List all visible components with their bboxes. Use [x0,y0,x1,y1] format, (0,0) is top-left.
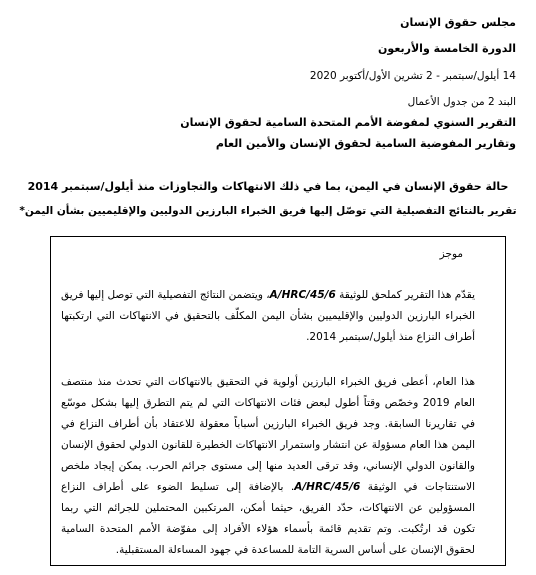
report-line-2: وتقارير المفوضية السامية لحقوق الإنسان والأمين العام [215,137,516,150]
summary-paragraph-1 [61,285,475,348]
session-title: الدورة الخامسة والأربعون [378,42,516,55]
p2-text-part2: . بالإضافة إلى تسليط الضوء على أطراف النزاع المسؤولين عن الانتهاكات، حدّد الفريق، حيثما أمكن، المرتكبين المحتملين للجرائم التي ربما تكون قد ارتُكبت. وتم تقديم قائمة بأسماء هؤلاء الأفراد إلى مفوّضة الأمم المتحدة السامية لحقوق الإنسان على أساس السرية التامة للمساعدة في جهود المساءلة المستقبلية. [61,481,475,556]
document-subtitle: تقرير بالنتائج التفصيلية التي توصّل إليها فريق الخبراء البارزين الدوليين والإقليميين بشأن اليمن* [19,205,517,217]
p2-doc-reference: A/HRC/45/6 [294,481,361,493]
p1-text-before: يقدّم هذا التقرير كملحق للوثيقة [335,289,475,301]
p2-text-part1: هذا العام، أعطى فريق الخبراء البارزين أولوية في التحقيق بالانتهاكات التي تحدث منذ منتصف العام 2019 وخصّص وقتاً أطول لبعض فئات الانتهاكات التي لم يتم التطرق إليها بشكل موسّع في تقاريرنا السابقة. وجد فريق الخبراء البارزين أسباباً معقولة للاعتقاد بأن أطراف النزاع في اليمن هذا العام مسؤولة عن انتشار واستمرار الانتهاكات الخطيرة للقانون الدولي لحقوق الإنسان والقانون الدولي الإنساني، وقد ترقى العديد منها إلى مستوى جرائم الحرب. يمكن إيجاد ملخص الاستنتاجات في الوثيقة [61,376,475,493]
summary-paragraph-2 [61,372,475,561]
session-dates: 14 أيلول/سبتمبر - 2 تشرين الأول/أكتوبر 2020 [309,70,516,82]
report-line-1: التقرير السنوي لمفوضة الأمم المتحدة السامية لحقوق الإنسان [180,116,516,129]
body-name: مجلس حقوق الإنسان [400,16,516,29]
agenda-item: البند 2 من جدول الأعمال [407,96,516,108]
p1-doc-reference: A/HRC/45/6 [269,289,336,301]
document-title: حالة حقوق الإنسان في اليمن، بما في ذلك الانتهاكات والتجاوزات منذ أيلول/سبتمبر 2014 [27,180,509,193]
p1-text-after: ، ويتضمن النتائج التفصيلية التي توصل إليها فريق الخبراء البارزين الدوليين والإقليميين بشأن اليمن المكلّف بالتحقيق في الانتهاكات التي ارتكبتها أطراف النزاع منذ أيلول/سبتمبر 2014. [60,289,475,343]
summary-label: موجز [439,248,463,260]
